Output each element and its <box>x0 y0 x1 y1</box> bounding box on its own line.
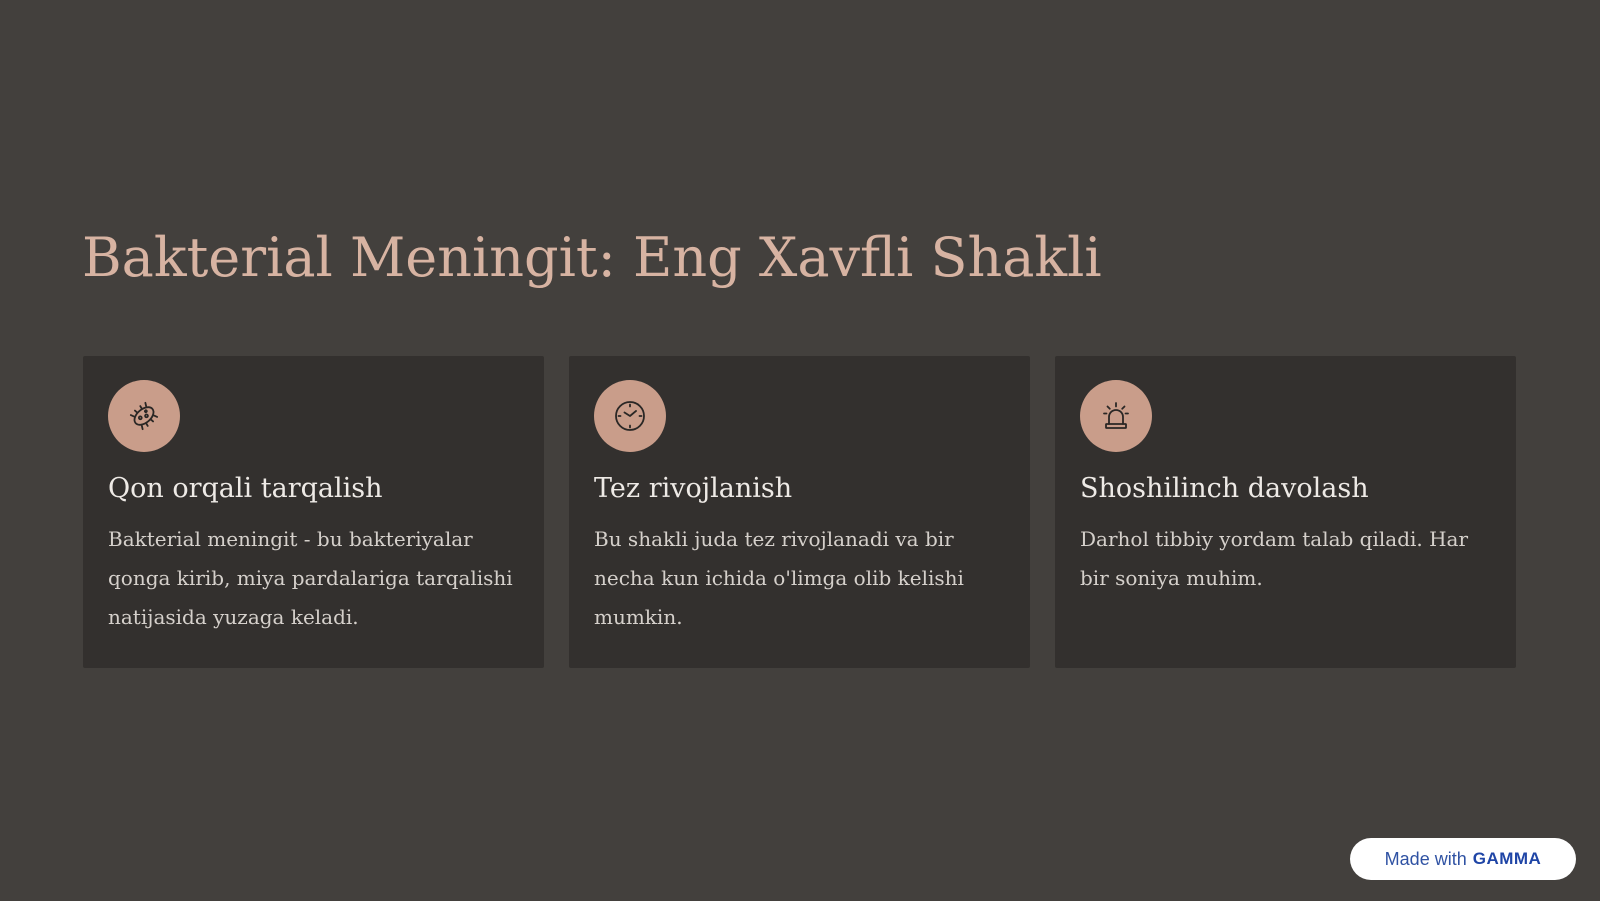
gamma-logo: GAMMA <box>1472 849 1542 868</box>
card-text: Darhol tibbiy yordam talab qiladi. Har bir soniya muhim. <box>1080 527 1469 591</box>
bacteria-icon-badge <box>108 380 180 452</box>
card-urgent-treatment <box>1055 356 1516 668</box>
siren-icon-badge <box>1080 380 1152 452</box>
made-with-gamma-badge[interactable] <box>1350 838 1576 880</box>
siren-icon <box>1098 398 1134 434</box>
clock-icon <box>612 398 648 434</box>
card-blood-spread <box>83 356 544 668</box>
card-text: Bakterial meningit - bu bakteriyalar qonga kirib, miya pardalariga tarqalishi natijasida yuzaga keladi. <box>108 527 513 630</box>
card-title: Qon orqali tarqalish <box>108 473 383 504</box>
badge-label: Made with <box>1384 848 1467 869</box>
card-text: Bu shakli juda tez rivojlanadi va bir necha kun ichida o'limga olib kelishi mumkin. <box>594 527 964 630</box>
card-fast-progression <box>569 356 1030 668</box>
card-title: Shoshilinch davolash <box>1080 473 1369 504</box>
feature-cards <box>83 356 1516 668</box>
bacteria-icon <box>126 398 162 434</box>
clock-icon-badge <box>594 380 666 452</box>
page-title: Bakterial Meningit: Eng Xavfli Shakli <box>82 226 1102 289</box>
card-title: Tez rivojlanish <box>594 473 793 504</box>
